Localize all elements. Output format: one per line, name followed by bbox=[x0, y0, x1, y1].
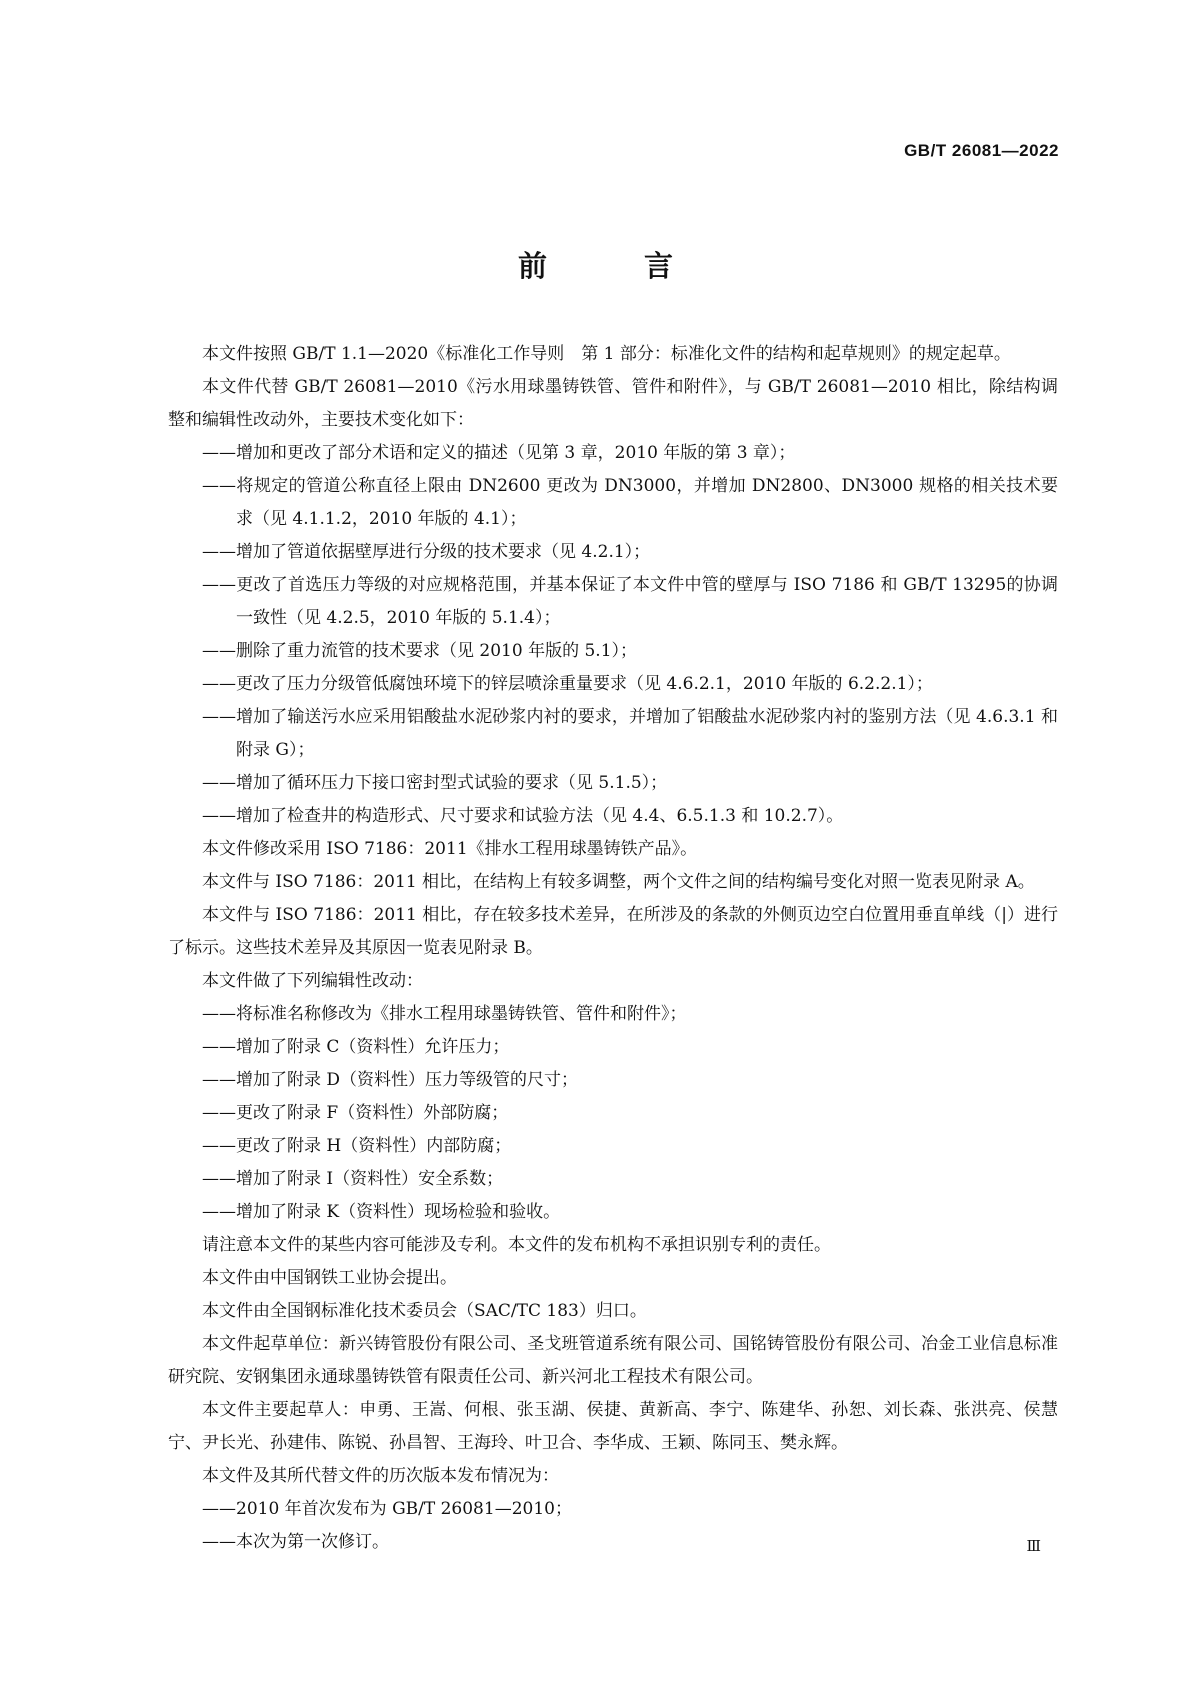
paragraph: 本文件由全国钢标准化技术委员会（SAC/TC 183）归口。 bbox=[202, 1301, 647, 1321]
list-item: ——更改了附录 F（资料性）外部防腐； bbox=[202, 1103, 509, 1123]
paragraph: 本文件起草单位：新兴铸管股份有限公司、圣戈班管道系统有限公司、国铭铸管股份有限公司、冶金工业信息标准研究院、安钢集团永通球墨铸铁管有限责任公司、新兴河北工程技术有限公司。 bbox=[168, 1334, 1058, 1387]
list-item: ——增加了循环压力下接口密封型式试验的要求（见 5.1.5）； bbox=[202, 773, 668, 793]
list-item: ——增加了管道依据壁厚进行分级的技术要求（见 4.2.1）； bbox=[202, 542, 651, 562]
paragraph: 本文件修改采用 ISO 7186：2011《排水工程用球墨铸铁产品》。 bbox=[202, 839, 698, 859]
paragraph: 本文件按照 GB/T 1.1—2020《标准化工作导则 第 1 部分：标准化文件的结构和起草规则》的规定起草。 bbox=[202, 344, 1011, 364]
page-title: 前 言 bbox=[517, 249, 707, 283]
list-item: ——更改了压力分级管低腐蚀环境下的锌层喷涂重量要求（见 4.6.2.1，2010 年版的 6.2.2.1）； bbox=[202, 674, 933, 694]
list-item: ——更改了首选压力等级的对应规格范围，并基本保证了本文件中管的壁厚与 ISO 7186 和 GB/T 13295的协调一致性（见 4.2.5，2010 年版的 5.1.4）； bbox=[202, 575, 1058, 628]
list-item: ——删除了重力流管的技术要求（见 2010 年版的 5.1）； bbox=[202, 641, 638, 661]
list-item: ——增加和更改了部分术语和定义的描述（见第 3 章，2010 年版的第 3 章）； bbox=[202, 443, 796, 463]
paragraph: 本文件做了下列编辑性改动： bbox=[202, 971, 423, 991]
paragraph: 本文件主要起草人：申勇、王嵩、何根、张玉湖、侯捷、黄新高、李宁、陈建华、孙恕、刘长森、张洪亮、侯慧宁、尹长光、孙建伟、陈锐、孙昌智、王海玲、叶卫合、李华成、王颖、陈同玉、樊永辉。 bbox=[168, 1400, 1058, 1453]
paragraph: 请注意本文件的某些内容可能涉及专利。本文件的发布机构不承担识别专利的责任。 bbox=[202, 1235, 831, 1255]
foreword-body bbox=[168, 338, 1058, 1559]
list-item: ——增加了附录 C（资料性）允许压力； bbox=[202, 1037, 510, 1057]
paragraph: 本文件代替 GB/T 26081—2010《污水用球墨铸铁管、管件和附件》，与 GB/T 26081—2010 相比，除结构调整和编辑性改动外，主要技术变化如下： bbox=[168, 377, 1058, 430]
list-item: ——增加了检查井的构造形式、尺寸要求和试验方法（见 4.4、6.5.1.3 和 10.2.7）。 bbox=[202, 806, 844, 826]
list-item: ——增加了输送污水应采用铝酸盐水泥砂浆内衬的要求，并增加了铝酸盐水泥砂浆内衬的鉴别方法（见 4.6.3.1 和附录 G）； bbox=[202, 707, 1058, 760]
list-item: ——本次为第一次修订。 bbox=[202, 1532, 389, 1552]
list-item: ——增加了附录 I（资料性）安全系数； bbox=[202, 1169, 504, 1189]
paragraph: 本文件与 ISO 7186：2011 相比，存在较多技术差异，在所涉及的条款的外侧页边空白位置用垂直单线（|）进行了标示。这些技术差异及其原因一览表见附录 B。 bbox=[168, 905, 1058, 958]
paragraph: 本文件由中国钢铁工业协会提出。 bbox=[202, 1268, 457, 1288]
list-item: ——将规定的管道公称直径上限由 DN2600 更改为 DN3000，并增加 DN2800、DN3000 规格的相关技术要求（见 4.1.1.2，2010 年版的 4.1）； bbox=[202, 476, 1058, 529]
list-item: ——将标准名称修改为《排水工程用球墨铸铁管、管件和附件》； bbox=[202, 1004, 687, 1024]
standard-number: GB/T 26081—2022 bbox=[904, 141, 1059, 160]
paragraph: 本文件与 ISO 7186：2011 相比，在结构上有较多调整，两个文件之间的结构编号变化对照一览表见附录 A。 bbox=[202, 872, 1035, 892]
list-item: ——2010 年首次发布为 GB/T 26081—2010； bbox=[202, 1499, 572, 1519]
list-item: ——更改了附录 H（资料性）内部防腐； bbox=[202, 1136, 512, 1156]
list-item: ——增加了附录 K（资料性）现场检验和验收。 bbox=[202, 1202, 561, 1222]
list-item: ——增加了附录 D（资料性）压力等级管的尺寸； bbox=[202, 1070, 579, 1090]
page-number: Ⅲ bbox=[1026, 1537, 1041, 1555]
paragraph: 本文件及其所代替文件的历次版本发布情况为： bbox=[202, 1466, 559, 1486]
